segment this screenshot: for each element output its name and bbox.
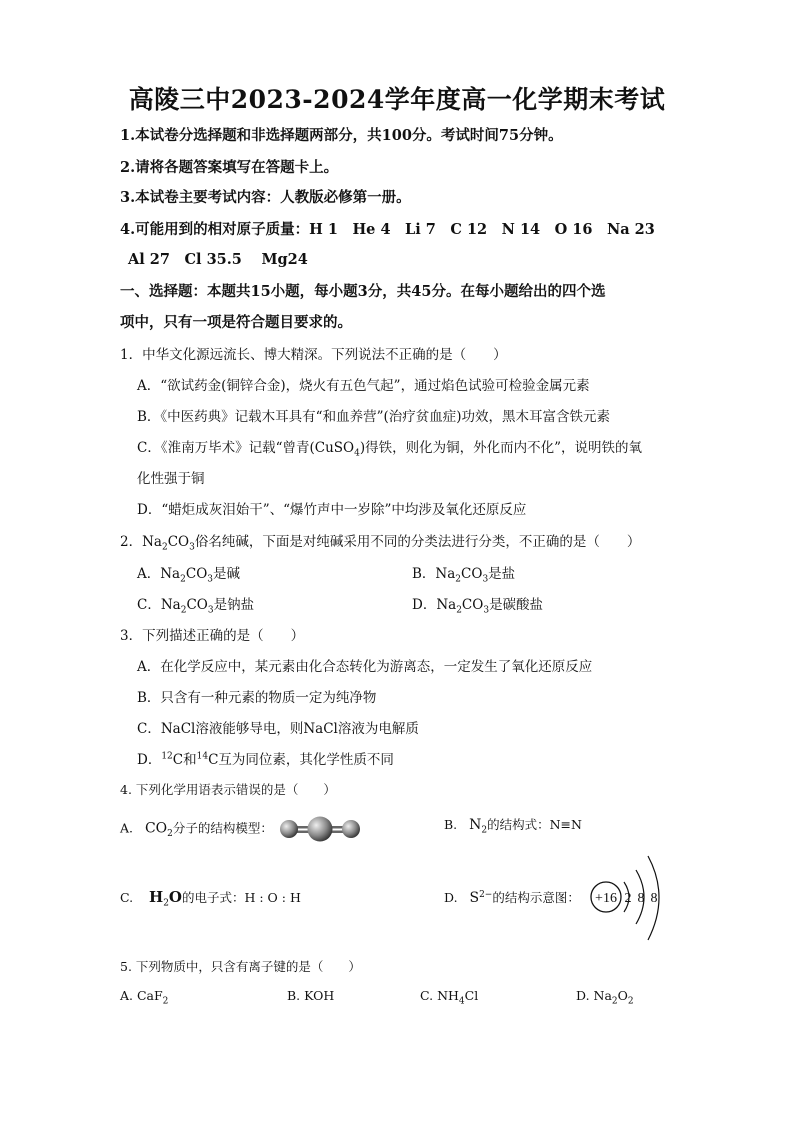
q1-option-d[interactable]: D．“蜡炬成灰泪始干”、“爆竹声中一岁除”中均涉及氧化还原反应: [137, 502, 527, 518]
sup-14: 14: [196, 751, 209, 762]
sub-2: 2: [456, 605, 462, 616]
q4-c-label: C.: [120, 890, 134, 905]
q5-c-post: Cl: [464, 988, 479, 1003]
sulfide-ion-structure-diagram: [588, 848, 668, 948]
section-heading-line2: 项中，只有一项是符合题目要求的。: [120, 314, 352, 331]
q4-option-a[interactable]: [120, 815, 365, 843]
sub-2: 2: [163, 898, 169, 909]
q5-stem: 5. 下列物质中，只含有离子键的是（ ）: [120, 959, 361, 974]
q4-c-h: H: [149, 888, 164, 906]
q4-b-label: B.: [444, 817, 458, 832]
q4-d-text: 的结构示意图：: [492, 890, 580, 905]
sub-3: 3: [189, 542, 195, 553]
q4-a-co: CO: [144, 820, 168, 837]
q4-b-n: N: [469, 817, 482, 833]
q2-a-post: 是碱: [213, 566, 240, 582]
q2-d-post: 是碳酸盐: [489, 597, 544, 613]
q4-option-b[interactable]: [444, 815, 582, 836]
sub-4: 4: [354, 448, 360, 459]
q2-stem: [120, 530, 640, 553]
q2-c-pre: C．Na: [137, 597, 181, 613]
q1-option-c-part2: )得铁，则化为铜，外化而内不化”，说明铁的氧: [359, 440, 642, 456]
q2-c-post: 是钠盐: [213, 597, 255, 613]
q2-a-co: CO: [185, 566, 208, 582]
q5-option-b[interactable]: B. KOH: [287, 988, 335, 1003]
q4-d-label: D.: [444, 890, 458, 905]
sub-2: 2: [167, 829, 173, 839]
q2-stem-post: 俗名纯碱，下面是对纯碱采用不同的分类法进行分类，不正确的是（ ）: [194, 534, 641, 550]
q5-option-c[interactable]: [420, 988, 478, 1007]
sub-2: 2: [180, 605, 187, 616]
sub-2: 2: [180, 574, 186, 585]
q2-stem-mid: CO: [167, 534, 190, 550]
q2-option-c[interactable]: [137, 593, 254, 616]
sub-2: 2: [611, 996, 618, 1007]
q3-d-c1: C和: [172, 752, 197, 768]
q2-option-b[interactable]: [412, 562, 515, 585]
q2-option-a[interactable]: [137, 562, 240, 585]
instruction-1: 1.本试卷分选择题和非选择题两部分，共100分。考试时间75分钟。: [120, 127, 563, 144]
sub-2: 2: [162, 996, 169, 1007]
q4-option-d[interactable]: [444, 888, 580, 906]
q4-a-label: A.: [120, 820, 134, 836]
sub-4: 4: [458, 996, 465, 1007]
sub-2: 2: [481, 825, 488, 836]
q3-stem: 3．下列描述正确的是（ ）: [120, 628, 305, 644]
q2-c-co: CO: [186, 597, 208, 613]
q4-option-c[interactable]: [120, 888, 301, 909]
q4-d-charge: 2−: [479, 889, 493, 900]
q2-d-co: CO: [461, 597, 484, 613]
q1-stem: 1．中华文化源远流长、博大精深。下列说法不正确的是（ ）: [120, 347, 507, 363]
sub-2: 2: [455, 574, 462, 585]
q3-option-a[interactable]: A．在化学反应中，某元素由化合态转化为游离态，一定发生了氧化还原反应: [137, 659, 593, 675]
sub-2: 2: [161, 542, 168, 553]
q1-option-a[interactable]: A．“欲试药金(铜锌合金)，烧火有五色气起”，通过焰色试验可检验金属元素: [137, 378, 590, 394]
q1-option-c-cont: 化性强于铜: [137, 471, 205, 487]
shell-1-count: 2: [624, 891, 632, 906]
q3-option-b[interactable]: B．只含有一种元素的物质一定为纯净物: [137, 690, 377, 706]
instruction-3: 3.本试卷主要考试内容：人教版必修第一册。: [120, 189, 411, 206]
q2-b-post: 是盐: [488, 566, 516, 582]
sub-3: 3: [207, 574, 213, 585]
section-heading-line1: 一、选择题：本题共15小题，每小题3分，共45分。在每小题给出的四个选: [120, 283, 606, 300]
instruction-4-cont: Al 27 Cl 35.5 Mg24: [128, 251, 308, 268]
sub-3: 3: [207, 605, 214, 616]
shell-2-count: 8: [637, 891, 645, 906]
q5-c-pre: C. NH: [420, 988, 459, 1003]
q3-d-pre: D．: [137, 752, 162, 768]
shell-3-count: 8: [650, 891, 658, 906]
q1-option-c-part1: C．《淮南万毕术》记载“曾青(CuSO: [137, 440, 355, 456]
q4-c-text: 的电子式：H : O : H: [182, 890, 301, 905]
q5-d-mid: O: [617, 988, 628, 1003]
sub-3: 3: [483, 605, 490, 616]
q3-option-d[interactable]: [137, 748, 394, 768]
sub-3: 3: [482, 574, 489, 585]
q5-a-text: A. CaF: [120, 988, 163, 1003]
sup-12: 12: [161, 751, 173, 762]
q2-stem-pre: 2．Na: [120, 534, 162, 550]
q2-b-pre: B．Na: [412, 566, 456, 582]
q4-d-s: S: [469, 890, 480, 906]
q3-d-post: C互为同位素，其化学性质不同: [208, 752, 394, 768]
sub-2: 2: [627, 996, 634, 1007]
instruction-2: 2.请将各题答案填写在答题卡上。: [120, 159, 339, 176]
q4-c-o: O: [168, 888, 182, 906]
nucleus-charge: +16: [595, 891, 617, 906]
q2-b-co: CO: [461, 566, 483, 582]
q5-d-pre: D. Na: [576, 988, 612, 1003]
q5-option-a[interactable]: [120, 988, 168, 1007]
q5-option-d[interactable]: [576, 988, 634, 1007]
instruction-4: 4.可能用到的相对原子质量：H 1 He 4 Li 7 C 12 N 14 O 16 Na 23: [120, 221, 655, 238]
co2-molecule-model: [277, 815, 365, 843]
q3-option-c[interactable]: C．NaCl溶液能够导电，则NaCl溶液为电解质: [137, 721, 419, 737]
exam-title: 高陵三中2023-2024学年度高一化学期末考试: [128, 85, 666, 114]
q1-option-c[interactable]: [137, 436, 642, 459]
q2-a-pre: A．Na: [137, 566, 181, 582]
q4-stem: 4. 下列化学用语表示错误的是（ ）: [120, 782, 336, 797]
q1-option-b[interactable]: B．《中医药典》记载木耳具有“和血养营”(治疗贫血症)功效，黑木耳富含铁元素: [137, 409, 611, 425]
q2-d-pre: D．Na: [412, 597, 457, 613]
q2-option-d[interactable]: [412, 593, 543, 616]
q4-a-text: 分子的结构模型：: [172, 820, 273, 836]
q4-b-text: 的结构式：N≡N: [487, 817, 582, 832]
